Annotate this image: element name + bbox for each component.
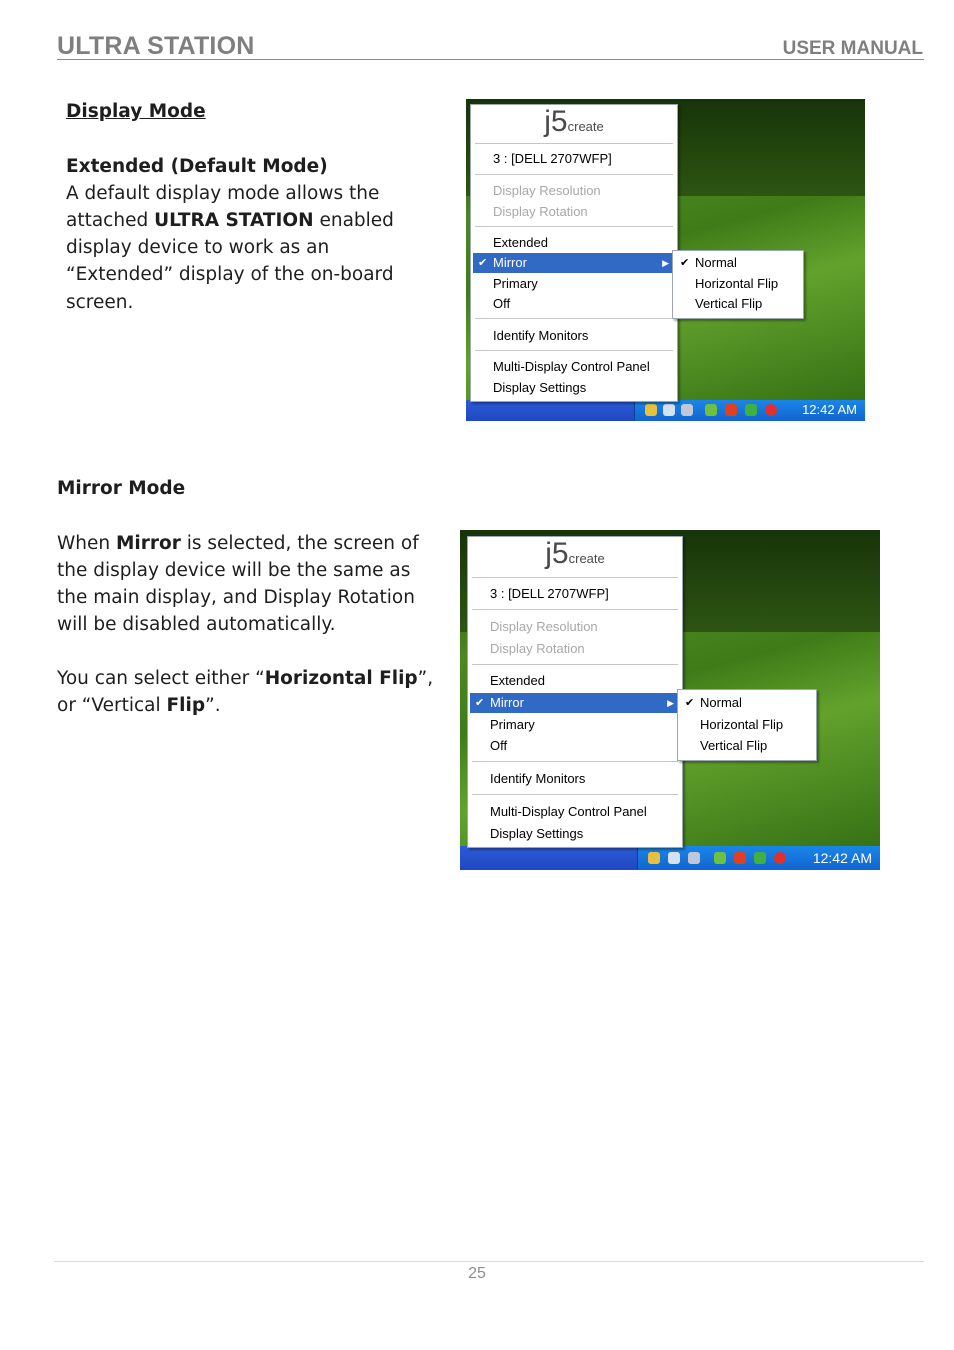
- menu-item-display-rotation: Display Rotation: [490, 641, 585, 656]
- tray-nvidia-icon: [754, 852, 766, 864]
- menu-separator: [472, 794, 678, 795]
- extended-mode-subheading: Extended (Default Mode): [66, 156, 328, 177]
- mirror-mode-heading: Mirror Mode: [57, 478, 186, 499]
- menu-item-control-panel[interactable]: Multi-Display Control Panel: [490, 804, 647, 819]
- j5-context-menu: [470, 104, 678, 402]
- j5-context-menu: [467, 536, 683, 848]
- submenu-item-horizontal-flip[interactable]: Horizontal Flip: [695, 276, 779, 291]
- tray-j5-icon: [663, 404, 675, 416]
- j5create-logo: j5create: [544, 105, 604, 138]
- menu-item-extended[interactable]: Extended: [490, 673, 545, 688]
- menu-item-display-resolution: Display Resolution: [493, 183, 601, 198]
- document-title: ULTRA STATION: [57, 32, 255, 60]
- mirror-para-line-3: the main display, and Display Rotation: [57, 587, 415, 608]
- tray-search-icon: [681, 404, 693, 416]
- extended-para-line-3: display device to work as an: [66, 237, 330, 258]
- check-icon: ✔: [475, 697, 485, 709]
- submenu-arrow-icon: ▶: [667, 698, 674, 708]
- menu-item-identify-monitors[interactable]: Identify Monitors: [493, 328, 589, 343]
- menu-separator: [472, 577, 678, 578]
- tray-j5-icon: [668, 852, 680, 864]
- menu-item-mirror[interactable]: ✔ Mirror ▶: [473, 253, 675, 273]
- tray-network-icon: [645, 404, 657, 416]
- page-number: 25: [468, 1265, 486, 1282]
- flip-para-line-1: You can select either “Horizontal Flip”,: [57, 668, 434, 689]
- extended-para-line-1: A default display mode allows the: [66, 183, 380, 204]
- tray-volume-icon: [725, 404, 737, 416]
- mirror-para-line-2: the display device will be the same as: [57, 560, 411, 581]
- menu-item-primary[interactable]: Primary: [493, 276, 538, 291]
- mirror-submenu: [672, 250, 804, 319]
- tray-network-icon: [648, 852, 660, 864]
- display-mode-heading: Display Mode: [66, 101, 206, 122]
- mirror-submenu: [677, 689, 817, 761]
- submenu-item-vertical-flip[interactable]: Vertical Flip: [695, 296, 763, 311]
- screenshot-extended-mode: [466, 99, 865, 421]
- menu-item-off[interactable]: Off: [493, 296, 511, 311]
- menu-item-identify-monitors[interactable]: Identify Monitors: [490, 771, 586, 786]
- tray-search-icon: [688, 852, 700, 864]
- menu-item-display-rotation: Display Rotation: [493, 204, 588, 219]
- menu-item-off[interactable]: Off: [490, 738, 508, 753]
- extended-para-line-4: “Extended” display of the on-board: [66, 264, 394, 285]
- menu-separator: [472, 609, 678, 610]
- mirror-para-line-1: When Mirror is selected, the screen of: [57, 533, 419, 554]
- submenu-item-normal[interactable]: ✔ Normal: [675, 253, 801, 273]
- tray-volume-icon: [734, 852, 746, 864]
- system-tray: [634, 400, 865, 421]
- menu-separator: [472, 761, 678, 762]
- tray-security-icon: [774, 852, 786, 864]
- menu-item-primary[interactable]: Primary: [490, 717, 535, 732]
- menu-item-extended[interactable]: Extended: [493, 235, 548, 250]
- check-icon: ✔: [478, 257, 488, 269]
- tray-security-icon: [765, 404, 777, 416]
- tray-update-icon: [705, 404, 717, 416]
- menu-item-monitor[interactable]: 3 : [DELL 2707WFP]: [493, 151, 612, 166]
- menu-item-monitor[interactable]: 3 : [DELL 2707WFP]: [490, 586, 609, 601]
- menu-item-mirror[interactable]: ✔ Mirror ▶: [470, 693, 680, 713]
- menu-separator: [475, 350, 673, 351]
- tray-clock: 12:42 AM: [802, 402, 857, 417]
- system-tray: [637, 846, 880, 870]
- extended-para-line-2: attached ULTRA STATION enabled: [66, 210, 394, 231]
- menu-item-display-resolution: Display Resolution: [490, 619, 598, 634]
- submenu-arrow-icon: ▶: [662, 258, 669, 268]
- submenu-item-horizontal-flip[interactable]: Horizontal Flip: [700, 717, 784, 732]
- menu-separator: [475, 318, 673, 319]
- footer-rule: [54, 1261, 924, 1262]
- j5create-logo: j5create: [545, 537, 605, 570]
- menu-separator: [475, 174, 673, 175]
- flip-para-line-2: or “Vertical Flip”.: [57, 695, 221, 716]
- tray-nvidia-icon: [745, 404, 757, 416]
- submenu-item-vertical-flip[interactable]: Vertical Flip: [700, 738, 768, 753]
- screenshot-mirror-mode: [460, 530, 880, 870]
- menu-item-display-settings[interactable]: Display Settings: [493, 380, 587, 395]
- header-rule: [57, 59, 924, 60]
- tray-update-icon: [714, 852, 726, 864]
- submenu-item-normal[interactable]: ✔ Normal: [680, 693, 814, 713]
- mirror-para-line-4: will be disabled automatically.: [57, 614, 336, 635]
- menu-separator: [475, 226, 673, 227]
- extended-para-line-5: screen.: [66, 292, 134, 313]
- tray-clock: 12:42 AM: [812, 850, 872, 866]
- document-subtitle: USER MANUAL: [782, 38, 923, 59]
- menu-item-display-settings[interactable]: Display Settings: [490, 826, 584, 841]
- check-icon: ✔: [685, 697, 695, 709]
- menu-separator: [472, 664, 678, 665]
- menu-item-control-panel[interactable]: Multi-Display Control Panel: [493, 359, 650, 374]
- menu-separator: [475, 143, 673, 144]
- check-icon: ✔: [680, 257, 690, 269]
